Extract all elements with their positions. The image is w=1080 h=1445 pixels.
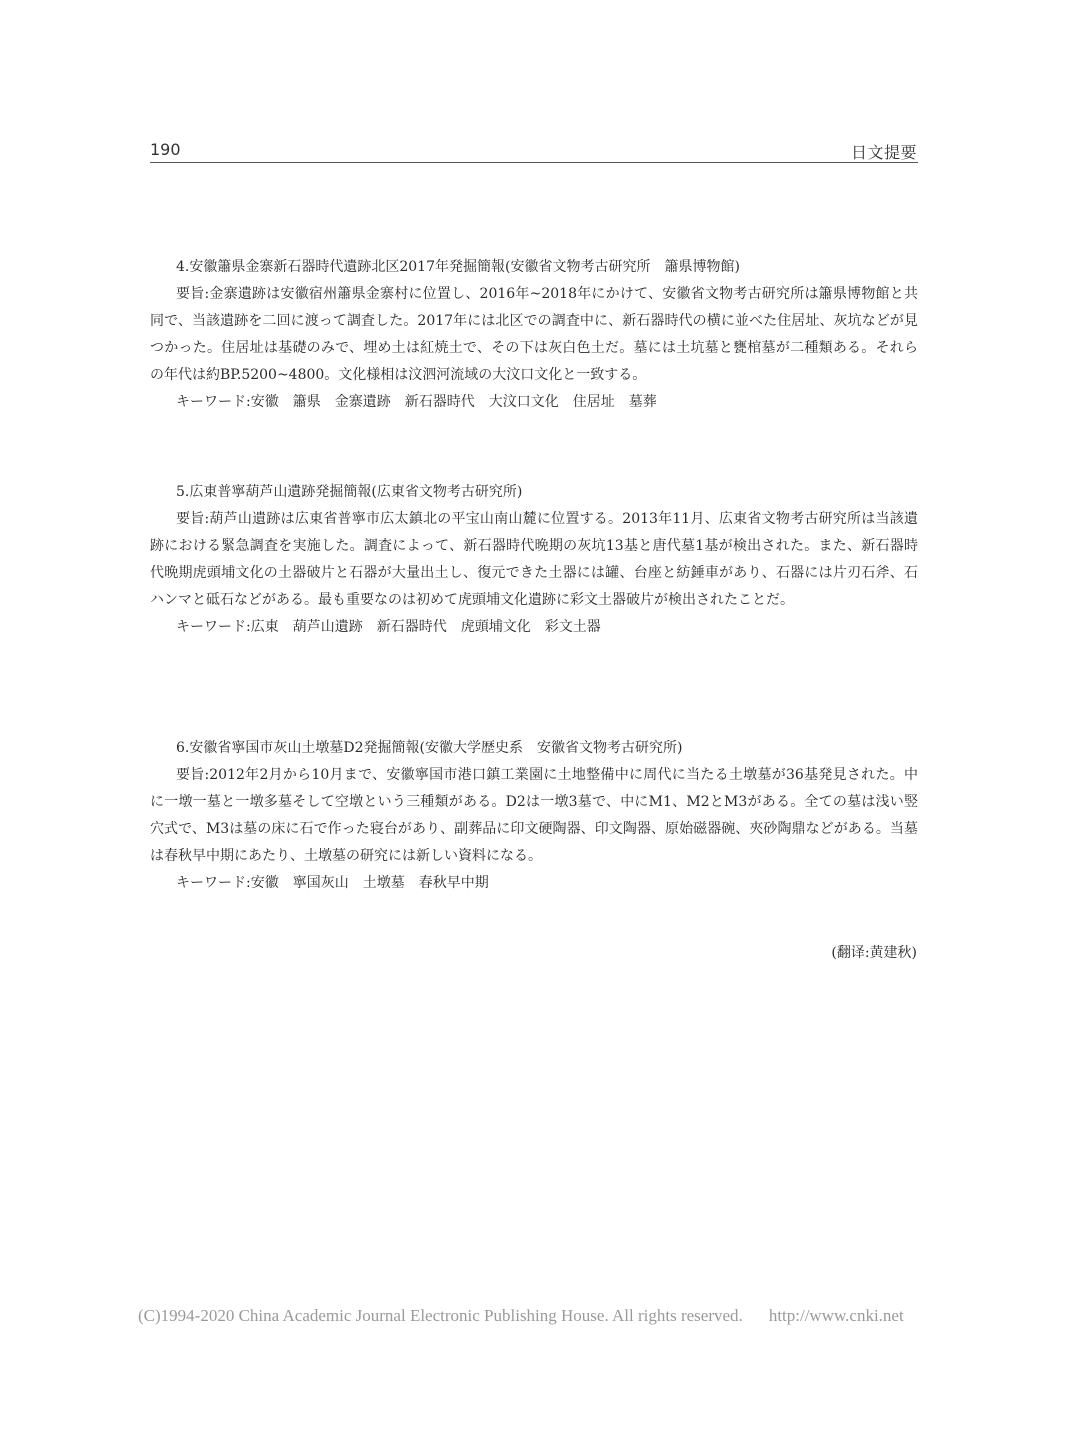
article-abstract: 要旨:2012年2月から10月まで、安徽寧国市港口鎮工業園に土地整備中に周代に当たる土墩墓が36基発見された。中に一墩一墓と一墩多墓そして空墩という三種類がある。D2は一墩3墓で、中にM1、M2とM3がある。全ての墓は浅い竪穴式で、M3は墓の床に石で作った寝台があり、副葬品に印文硬陶器、印文陶器、原始磁器碗、夾砂陶鼎などがある。当墓は春秋早中期にあたり、土墩墓の研究には新しい資料になる。 xyxy=(150,767,918,864)
cnki-link[interactable]: http://www.cnki.net xyxy=(768,1306,904,1325)
article-abstract: 要旨:葫芦山遺跡は広東省普寧市広太鎮北の平宝山南山麓に位置する。2013年11月、広東省文物考古研究所は当該遺跡における緊急調査を実施した。調査によって、新石器時代晩期の灰坑13基と唐代墓1基が検出された。また、新石器時代晩期虎頭埔文化の土器破片と石器が大量出土し、復元できた土器には罐、台座と紡錘車があり、石器には片刃石斧、石ハンマと砥石などがある。最も重要なのは初めて虎頭埔文化遺跡に彩文土器破片が検出されたことだ。 xyxy=(150,511,918,608)
translator-credit: (翻译:黄建秋) xyxy=(831,945,917,961)
article-4 xyxy=(150,254,918,416)
article-title: 4.安徽簫県金寨新石器時代遺跡北区2017年発掘簡報(安徽省文物考古研究所 簫県博物館) xyxy=(176,259,740,275)
article-title: 5.広東普寧葫芦山遺跡発掘簡報(広東省文物考古研究所) xyxy=(176,484,523,500)
header-rule xyxy=(150,162,918,163)
copyright-text: (C)1994-2020 China Academic Journal Electronic Publishing House. All rights reserved. xyxy=(138,1306,743,1325)
section-label: 日文提要 xyxy=(850,143,917,162)
copyright-footer xyxy=(138,1306,958,1326)
article-keywords: キーワード:安徽 寧国灰山 土墩墓 春秋早中期 xyxy=(176,875,489,891)
article-5 xyxy=(150,479,918,641)
page-number: 190 xyxy=(150,140,181,159)
article-keywords: キーワード:広東 葫芦山遺跡 新石器時代 虎頭埔文化 彩文土器 xyxy=(176,619,601,635)
article-keywords: キーワード:安徽 簫県 金寨遺跡 新石器時代 大汶口文化 住居址 墓葬 xyxy=(176,394,657,410)
article-title: 6.安徽省寧国市灰山土墩墓D2発掘簡報(安徽大学歴史系 安徽省文物考古研究所) xyxy=(176,740,683,756)
article-6 xyxy=(150,735,918,897)
article-abstract: 要旨:金寨遺跡は安徽宿州簫県金寨村に位置し、2016年~2018年にかけて、安徽省文物考古研究所は簫県博物館と共同で、当該遺跡を二回に渡って調査した。2017年には北区での調査中に、新石器時代の横に並べた住居址、灰坑などが見つかった。住居址は基礎のみで、埋め土は紅焼土で、その下は灰白色土だ。墓には土坑墓と甕棺墓が二種類ある。それらの年代は約BP.5200~4800。文化様相は汶泗河流域の大汶口文化と一致する。 xyxy=(150,286,918,383)
